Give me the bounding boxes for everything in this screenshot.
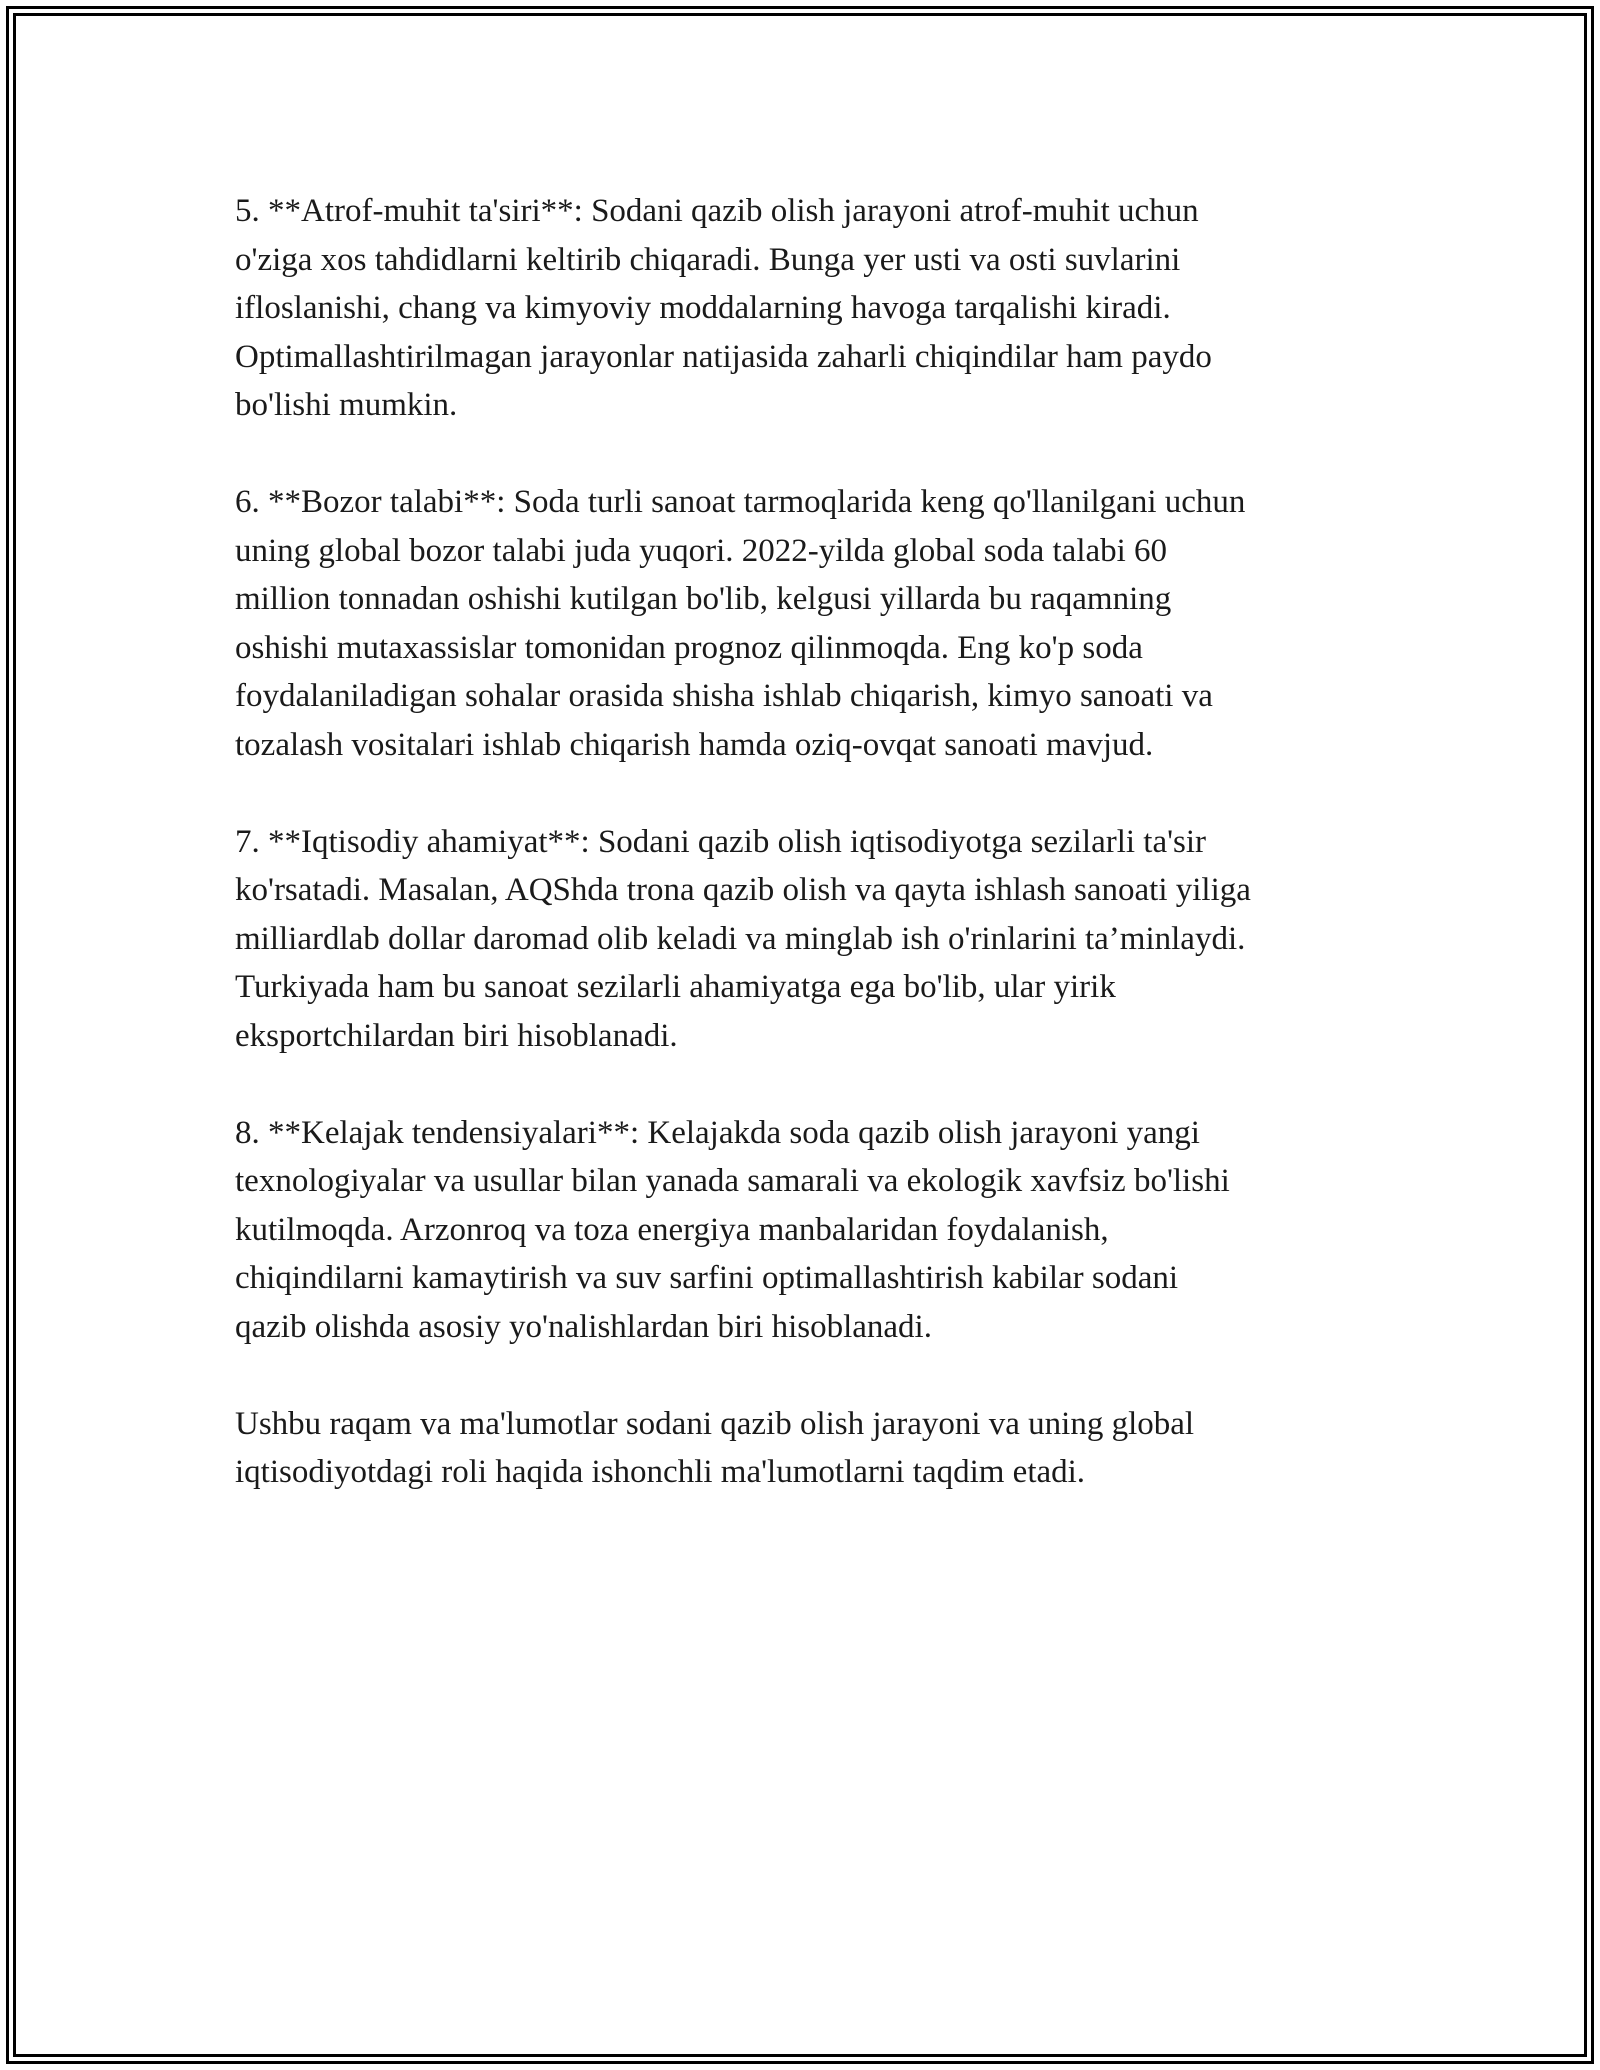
paragraph-market-demand: 6. **Bozor talabi**: Soda turli sanoat tarmoqlarida keng qo'llanilgani uchun uning global bozor talabi juda yuqori. 2022-yilda global soda talabi 60 million tonnadan oshishi kutilgan bo'lib, kelgusi yillarda bu raqamning oshishi mutaxassislar tomonidan prognoz qilinmoqda. Eng ko'p soda foydalaniladigan sohalar orasida shisha ishlab chiqarish, kimyo sanoati va tozalash vositalari ishlab chiqarish hamda oziq-ovqat sanoati mavjud. [235, 484, 1246, 763]
paragraph-conclusion: Ushbu raqam va ma'lumotlar sodani qazib olish jarayoni va uning global iqtisodiyotdagi roli haqida ishonchli ma'lumotlarni taqdim etadi. [235, 1405, 1195, 1490]
paragraph-future-trends: 8. **Kelajak tendensiyalari**: Kelajakda soda qazib olish jarayoni yangi texnologiyalar va usullar bilan yanada samarali va ekologik xavfsiz bo'lishi kutilmoqda. Arzonroq va toza energiya manbalaridan foydalanish, chiqindilarni kamaytirish va suv sarfini optimallashtirish kabilar sodani qazib olishda asosiy yo'nalishlardan biri hisoblanadi. [235, 1114, 1230, 1345]
paragraph-economic-importance: 7. **Iqtisodiy ahamiyat**: Sodani qazib olish iqtisodiyotga sezilarli ta'sir ko'rsatadi. Masalan, AQShda trona qazib olish va qayta ishlash sanoati yiliga milliardlab dollar daromad olib keladi va minglab ish o'rinlarini ta’minlaydi. Turkiyada ham bu sanoat sezilarli ahamiyatga ega bo'lib, ular yirik eksportchilardan biri hisoblanadi. [235, 823, 1251, 1054]
paragraph-environmental-impact: 5. **Atrof-muhit ta'siri**: Sodani qazib olish jarayoni atrof-muhit uchun o'ziga xos tahdidlarni keltirib chiqaradi. Bunga yer usti va osti suvlarini ifloslanishi, chang va kimyoviy moddalarning havoga tarqalishi kiradi. Optimallashtirilmagan jarayonlar natijasida zaharli chiqindilar ham paydo bo'lishi mumkin. [235, 193, 1212, 423]
document-body [235, 187, 1385, 1545]
